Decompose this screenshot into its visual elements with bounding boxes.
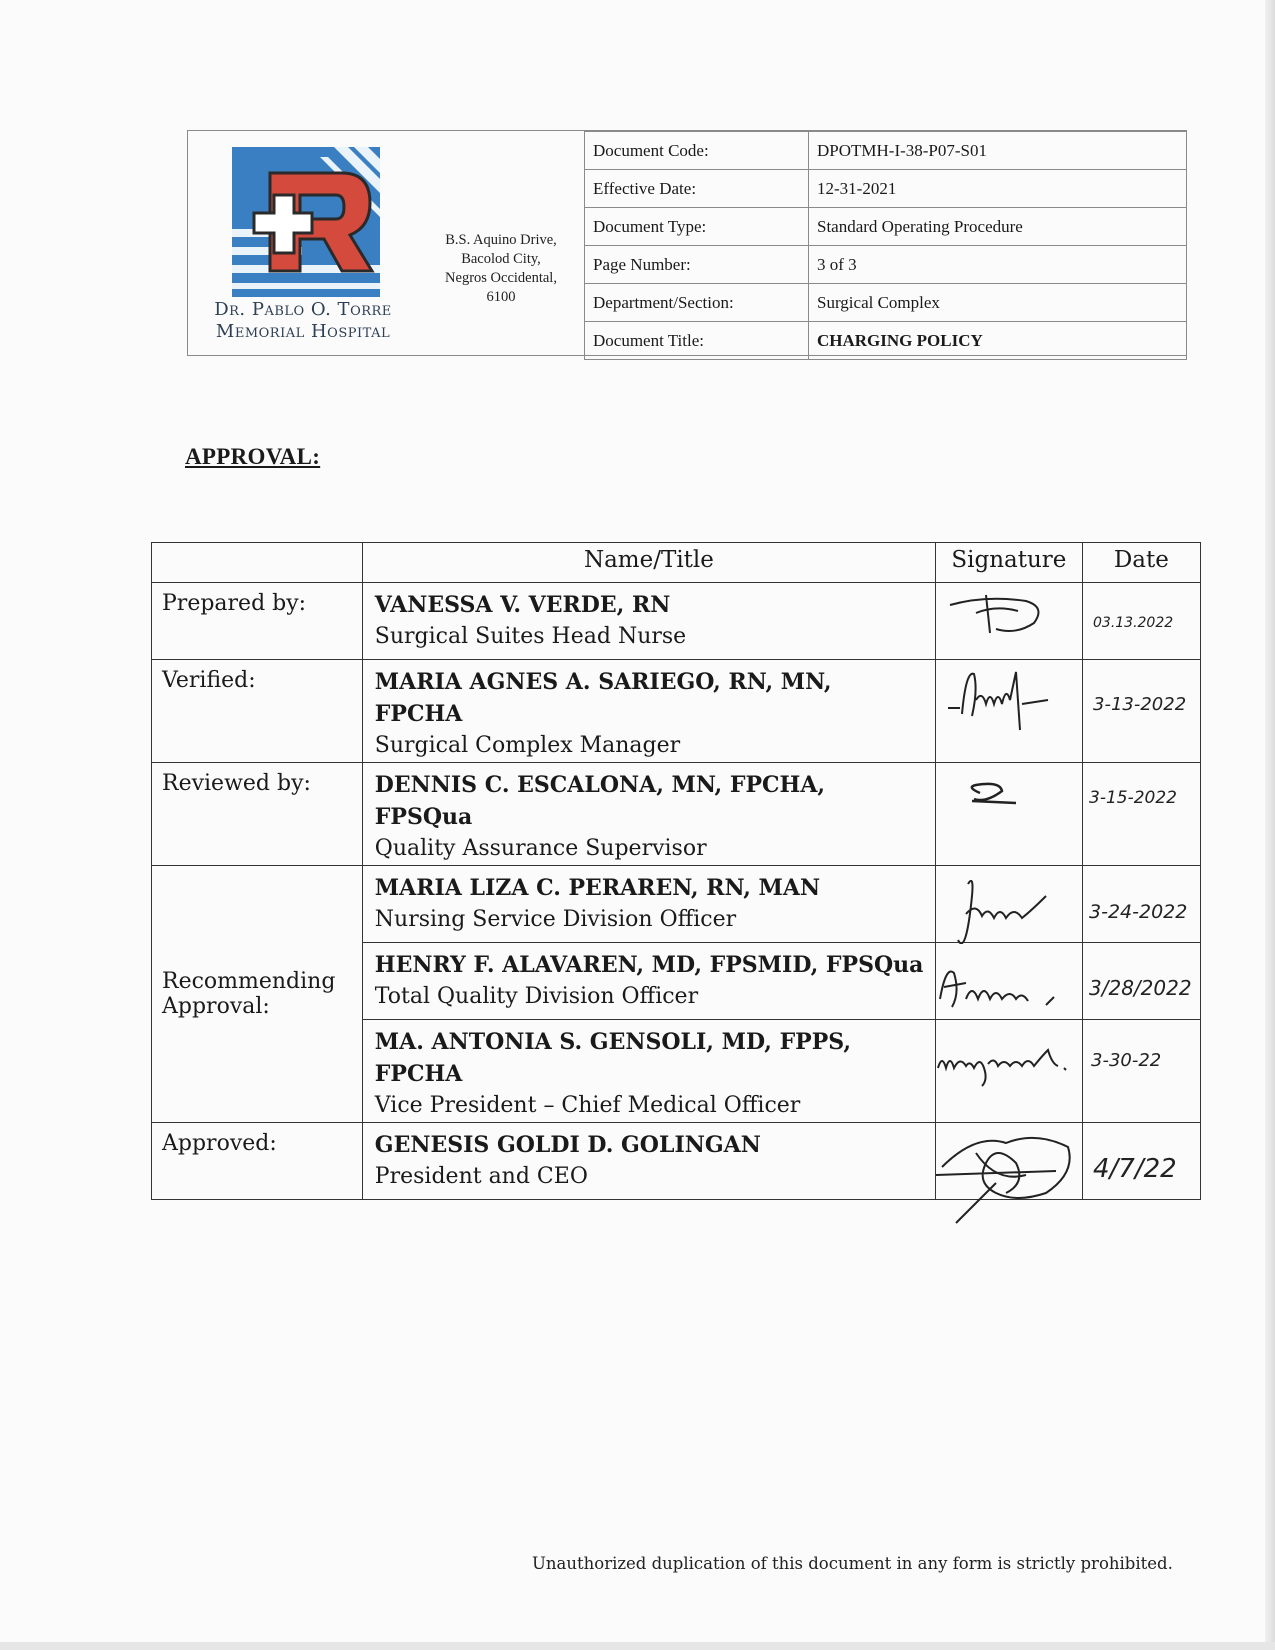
- person-name: MARIA AGNES A. SARIEGO, RN, MN, FPCHA: [374, 669, 832, 727]
- person-name: VANESSA V. VERDE, RN: [374, 592, 671, 618]
- person-title: Quality Assurance Supervisor: [374, 836, 707, 861]
- handwritten-signature: [936, 763, 1082, 841]
- handwritten-signature: [936, 660, 1082, 738]
- handwritten-signature: [936, 1123, 1082, 1201]
- person-name: DENNIS C. ESCALONA, MN, FPCHA, FPSQua: [374, 772, 826, 830]
- handwritten-signature: [936, 583, 1082, 661]
- address-line: Bacolod City,: [461, 251, 541, 267]
- meta-label: Document Code:: [585, 132, 809, 170]
- signature-cell: [936, 583, 1083, 660]
- date-cell: [1082, 660, 1200, 763]
- date-cell: [1082, 866, 1200, 943]
- handwritten-date-text: 03.13.2022: [1092, 615, 1173, 631]
- person-name: MARIA LIZA C. PERAREN, RN, MAN: [374, 875, 821, 901]
- meta-value: DPOTMH-I-38-P07-S01: [809, 132, 1187, 170]
- approval-person: [362, 1020, 935, 1123]
- date-cell: [1082, 943, 1200, 1020]
- meta-row: [585, 284, 1187, 322]
- column-header: Name/Title: [362, 543, 935, 583]
- approval-row: [152, 866, 1201, 943]
- handwritten-signature: [936, 1020, 1082, 1098]
- column-header: Signature: [936, 543, 1083, 583]
- person-name: MA. ANTONIA S. GENSOLI, MD, FPPS, FPCHA: [374, 1029, 852, 1087]
- address-line: 6100: [486, 289, 516, 305]
- person-title: Total Quality Division Officer: [374, 984, 699, 1009]
- date-cell: [1082, 1123, 1200, 1200]
- footer-disclaimer: Unauthorized duplication of this document in any form is strictly prohibited.: [532, 1554, 1173, 1573]
- handwritten-date-text: 3-13-2022: [1092, 694, 1186, 715]
- person-title: Surgical Suites Head Nurse: [374, 624, 687, 649]
- handwritten-date: [1083, 660, 1201, 738]
- hospital-name-line2: Memorial Hospital: [215, 321, 391, 342]
- handwritten-date-text: 3-24-2022: [1088, 901, 1188, 923]
- approval-person: [362, 866, 935, 943]
- document-meta-table: [584, 131, 1187, 360]
- hospital-logo-icon: [224, 143, 384, 299]
- handwritten-date: [1083, 1123, 1201, 1201]
- signature-cell: [936, 763, 1083, 866]
- meta-row: [585, 132, 1187, 170]
- handwritten-date-text: 3/28/2022: [1088, 976, 1192, 1000]
- person-name: HENRY F. ALAVAREN, MD, FPSMID, FPSQua: [374, 952, 924, 978]
- meta-row: [585, 208, 1187, 246]
- meta-value: 12-31-2021: [809, 170, 1187, 208]
- signature-cell: [936, 1123, 1083, 1200]
- column-header: [152, 543, 363, 583]
- handwritten-date-text: 3-30-22: [1090, 1050, 1161, 1071]
- approval-row: [152, 660, 1201, 763]
- handwritten-date: [1083, 1020, 1201, 1098]
- approval-person: [362, 1123, 935, 1200]
- page-bottom-edge: [0, 1642, 1275, 1650]
- meta-label: Page Number:: [585, 246, 809, 284]
- meta-value: 3 of 3: [809, 246, 1187, 284]
- document-header: [187, 130, 1187, 356]
- handwritten-signature: [936, 866, 1082, 944]
- date-cell: [1082, 1020, 1200, 1123]
- approval-role: Prepared by:: [152, 583, 363, 660]
- meta-value: Standard Operating Procedure: [809, 208, 1187, 246]
- signature-cell: [936, 866, 1083, 943]
- approval-role: Recommending Approval:: [152, 866, 363, 1123]
- meta-label: Document Title:: [585, 322, 809, 360]
- approval-row: [152, 583, 1201, 660]
- signature-cell: [936, 1020, 1083, 1123]
- approval-header-row: [152, 543, 1201, 583]
- approval-table: [151, 542, 1201, 1200]
- address-line: B.S. Aquino Drive,: [445, 232, 557, 248]
- page-edge: [1265, 0, 1275, 1650]
- approval-person: [362, 583, 935, 660]
- meta-label: Department/Section:: [585, 284, 809, 322]
- handwritten-date: [1083, 763, 1201, 841]
- handwritten-signature: [936, 943, 1082, 1021]
- approval-role: Approved:: [152, 1123, 363, 1200]
- approval-person: [362, 763, 935, 866]
- hospital-logo-area: [188, 131, 584, 355]
- handwritten-date: [1083, 943, 1201, 1021]
- handwritten-date: [1083, 866, 1201, 944]
- handwritten-date: [1083, 583, 1201, 661]
- approval-row: [152, 1123, 1201, 1200]
- handwritten-date-text: 3-15-2022: [1088, 788, 1177, 808]
- person-name: GENESIS GOLDI D. GOLINGAN: [374, 1132, 761, 1158]
- column-header: Date: [1082, 543, 1200, 583]
- approval-role: Verified:: [152, 660, 363, 763]
- approval-person: [362, 660, 935, 763]
- hospital-name: [188, 299, 418, 343]
- person-title: President and CEO: [374, 1164, 588, 1189]
- meta-label: Document Type:: [585, 208, 809, 246]
- meta-row: [585, 322, 1187, 360]
- signature-cell: [936, 943, 1083, 1020]
- date-cell: [1082, 583, 1200, 660]
- handwritten-date-text: 4/7/22: [1092, 1154, 1177, 1184]
- date-cell: [1082, 763, 1200, 866]
- meta-row: [585, 246, 1187, 284]
- approval-row: [152, 763, 1201, 866]
- person-title: Vice President – Chief Medical Officer: [374, 1093, 801, 1118]
- approval-heading: APPROVAL:: [185, 444, 321, 469]
- person-title: Nursing Service Division Officer: [374, 907, 737, 932]
- person-title: Surgical Complex Manager: [374, 733, 681, 758]
- meta-label: Effective Date:: [585, 170, 809, 208]
- approval-role: Reviewed by:: [152, 763, 363, 866]
- address-line: Negros Occidental,: [445, 270, 557, 286]
- document-title-value: CHARGING POLICY: [809, 322, 1187, 360]
- meta-value: Surgical Complex: [809, 284, 1187, 322]
- approval-person: [362, 943, 935, 1020]
- meta-row: [585, 170, 1187, 208]
- hospital-name-line1: Dr. Pablo O. Torre: [214, 299, 392, 320]
- hospital-address: [416, 231, 586, 307]
- signature-cell: [936, 660, 1083, 763]
